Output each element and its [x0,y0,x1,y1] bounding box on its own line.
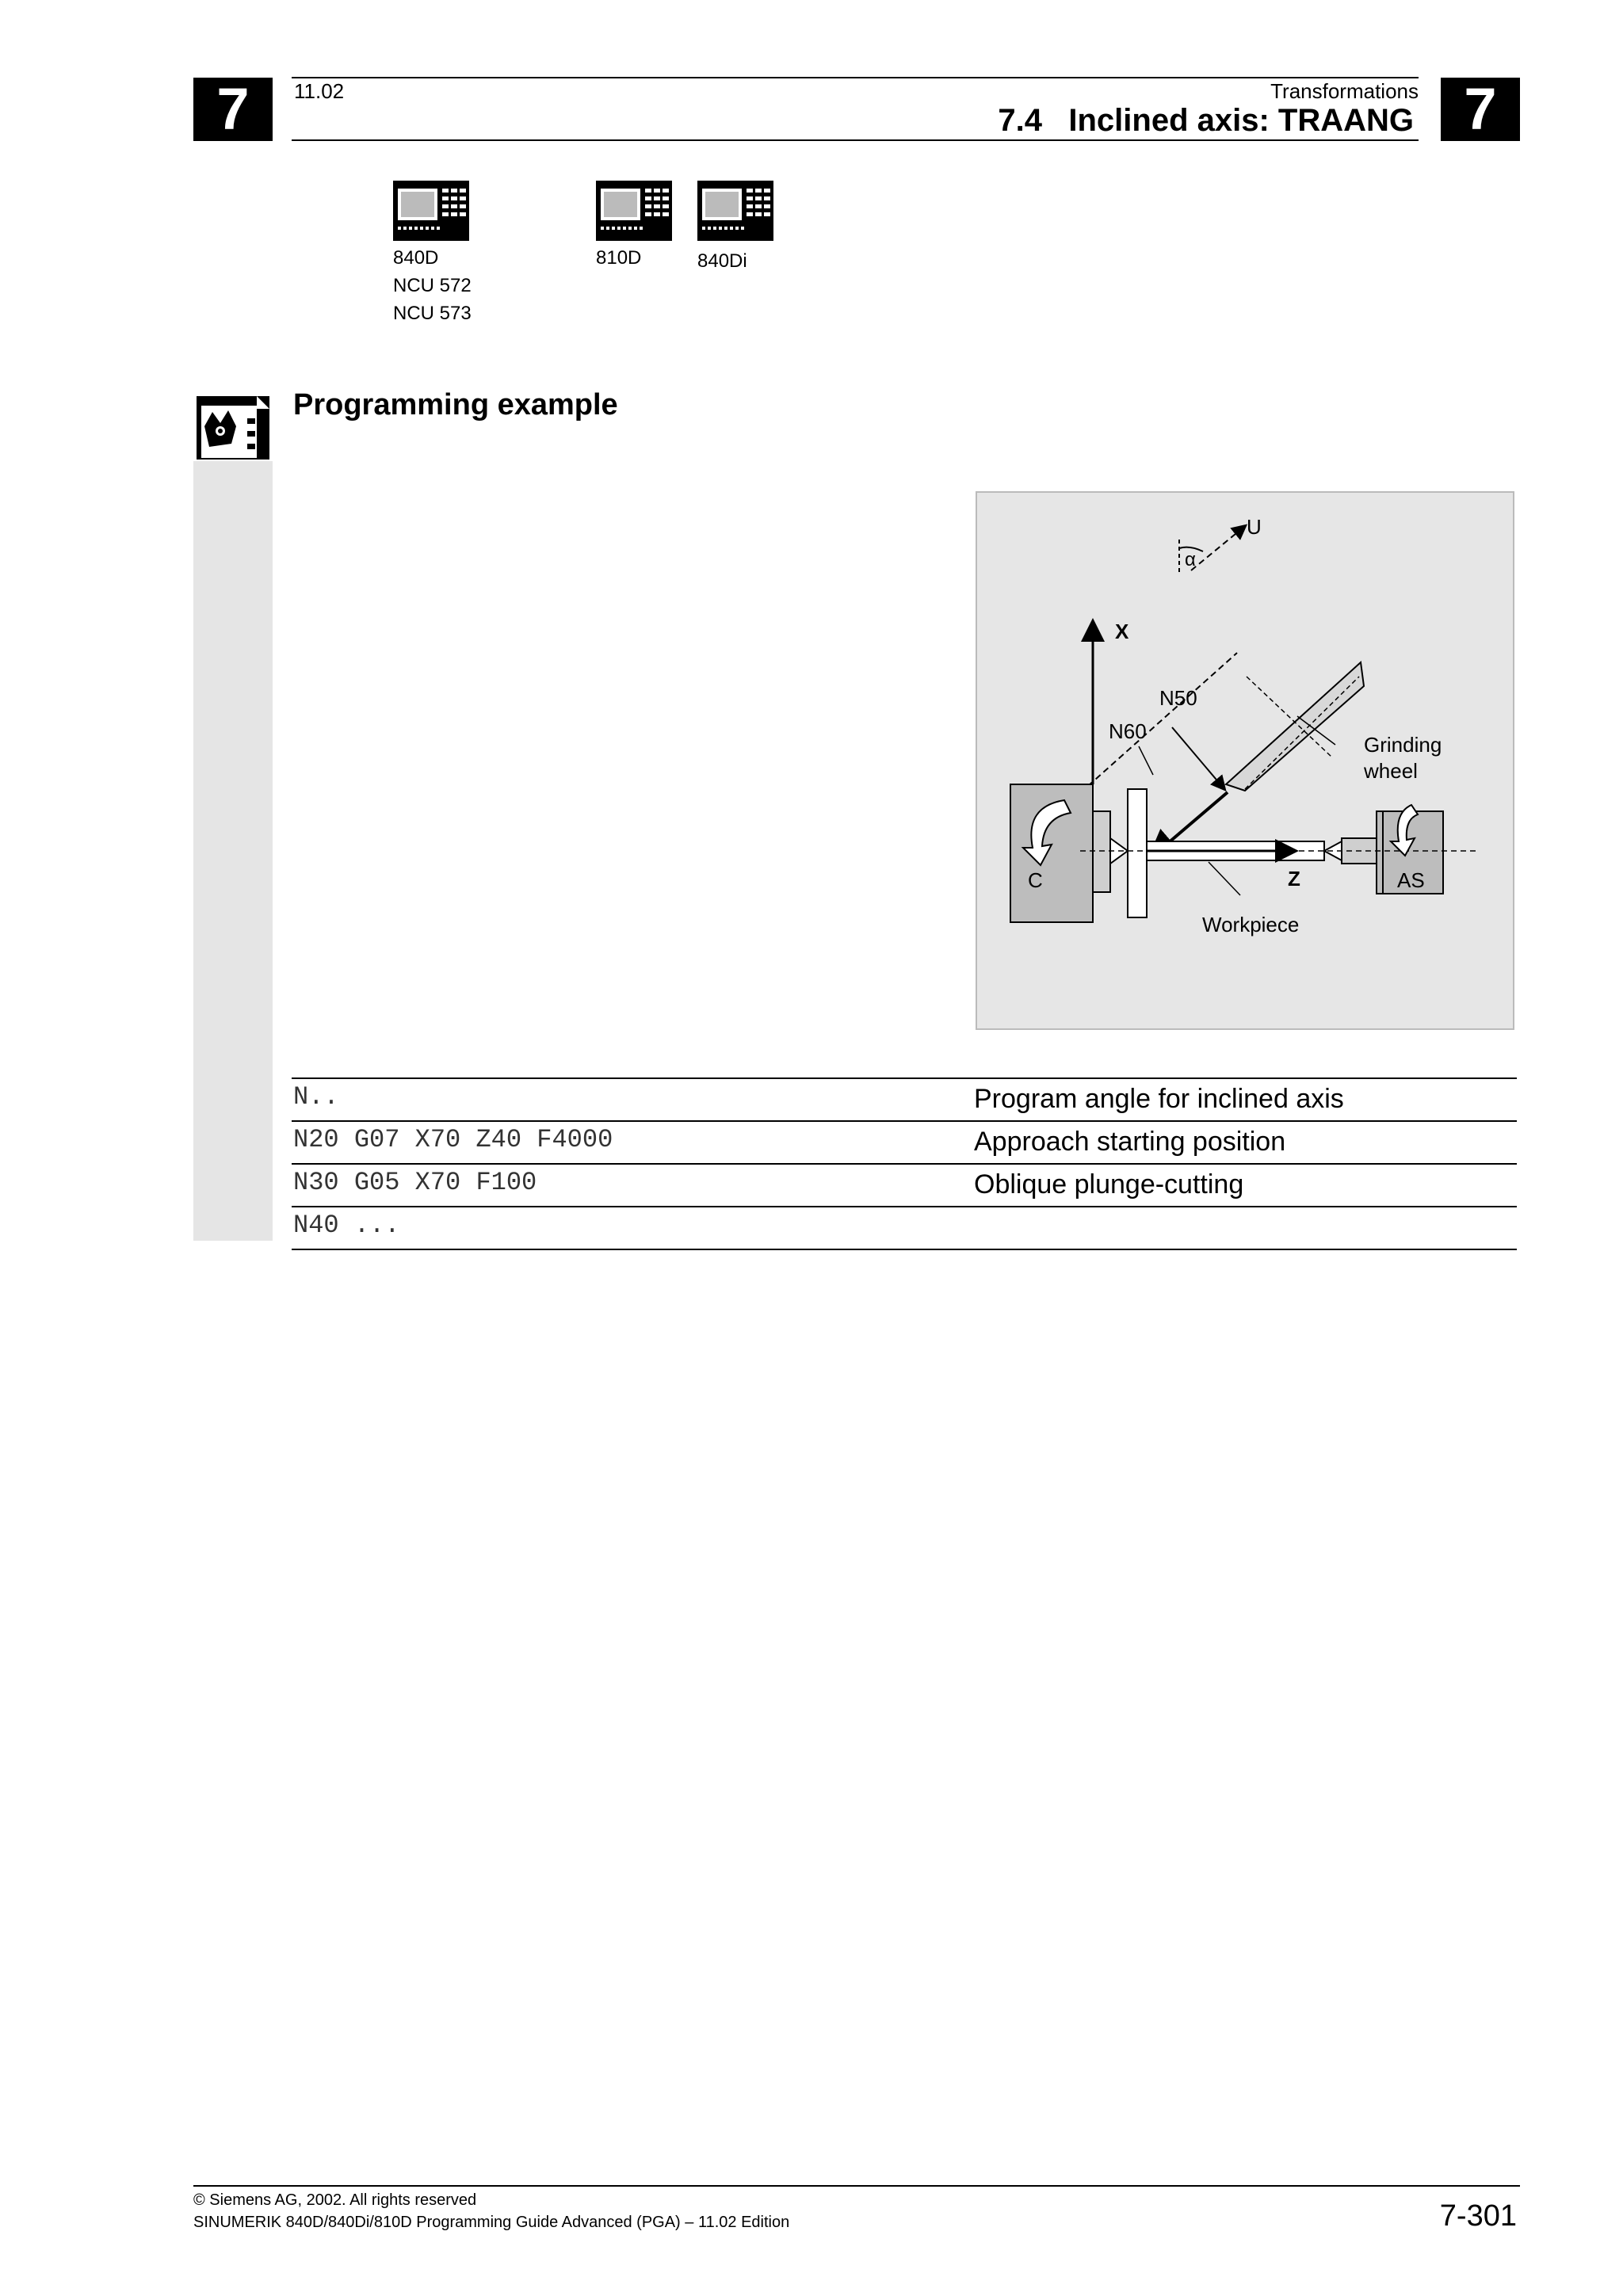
grinding-wheel-centerline [1245,677,1359,789]
program-code: N30 G05 X70 F100 [293,1168,537,1197]
header-bottom-rule [292,139,1419,141]
footer-document-title: SINUMERIK 840D/840Di/810D Programming Guide Advanced (PGA) – 11.02 Edition [193,2214,790,2231]
grinding-wheel-label [1364,733,1442,757]
control-label-840d [393,244,472,327]
control-line: NCU 572 [393,275,472,296]
chuck-flange [1093,811,1110,892]
program-comment: Approach starting position [974,1127,1286,1157]
page-number: 7-301 [1439,2199,1517,2233]
chapter-badge-left: 7 [193,78,273,141]
control-label-810d [596,244,641,272]
control-line: 840D [393,247,439,269]
u-axis-label: U [1247,515,1262,539]
n60-leader [1139,746,1153,775]
footer-rule [193,2185,1520,2187]
u-axis-arrow [1191,526,1245,570]
workpiece-label: Workpiece [1202,913,1300,936]
n50-leader [1172,727,1224,789]
programming-note-icon [193,395,273,461]
footer-copyright: © Siemens AG, 2002. All rights reserved [193,2191,477,2209]
program-comment: Program angle for inclined axis [974,1084,1344,1114]
header-section-title [998,103,1414,139]
c-axis-label: C [1028,868,1043,892]
table-row [292,1120,1517,1163]
grinding-wheel-label-2: wheel [1364,759,1418,783]
control-line: 840Di [697,250,747,272]
control-line: NCU 573 [393,303,472,324]
program-code: N20 G07 X70 Z40 F4000 [293,1125,613,1154]
x-axis-label: X [1115,620,1129,643]
grinding-wheel [1226,662,1364,791]
control-line: 810D [596,247,642,269]
chapter-badge-right: 7 [1441,78,1520,141]
z-axis-label: Z [1288,867,1300,891]
cnc-control-panel-icon [697,181,773,241]
section-heading: Programming example [293,388,618,421]
margin-bar [193,395,273,1241]
alpha-label: α [1185,549,1196,570]
program-comment: Oblique plunge-cutting [974,1169,1244,1199]
cnc-control-panel-icon [596,181,672,241]
header-top-rule [292,77,1419,78]
section-name: Inclined axis: TRAANG [1068,103,1414,138]
program-listing [292,1077,1517,1250]
cnc-control-panel-icon [393,181,469,241]
control-label-840di [697,247,747,275]
header-chapter-title: Transformations [1270,79,1419,103]
n60-label: N60 [1109,719,1147,743]
section-number: 7.4 [998,103,1043,138]
table-row [292,1206,1517,1250]
grinding-label-line1: Grinding [1364,733,1442,757]
workpiece-leader [1209,862,1240,895]
program-code: N40 ... [293,1211,400,1240]
inclined-axis-diagram [977,493,1513,1028]
program-code: N.. [293,1082,339,1112]
table-row [292,1163,1517,1206]
as-axis-label: AS [1397,868,1425,892]
inclined-axis-figure [976,491,1514,1030]
header-date: 11.02 [294,79,345,103]
n50-label: N50 [1159,686,1197,710]
workpiece-plate [1128,789,1147,917]
table-row [292,1077,1517,1120]
